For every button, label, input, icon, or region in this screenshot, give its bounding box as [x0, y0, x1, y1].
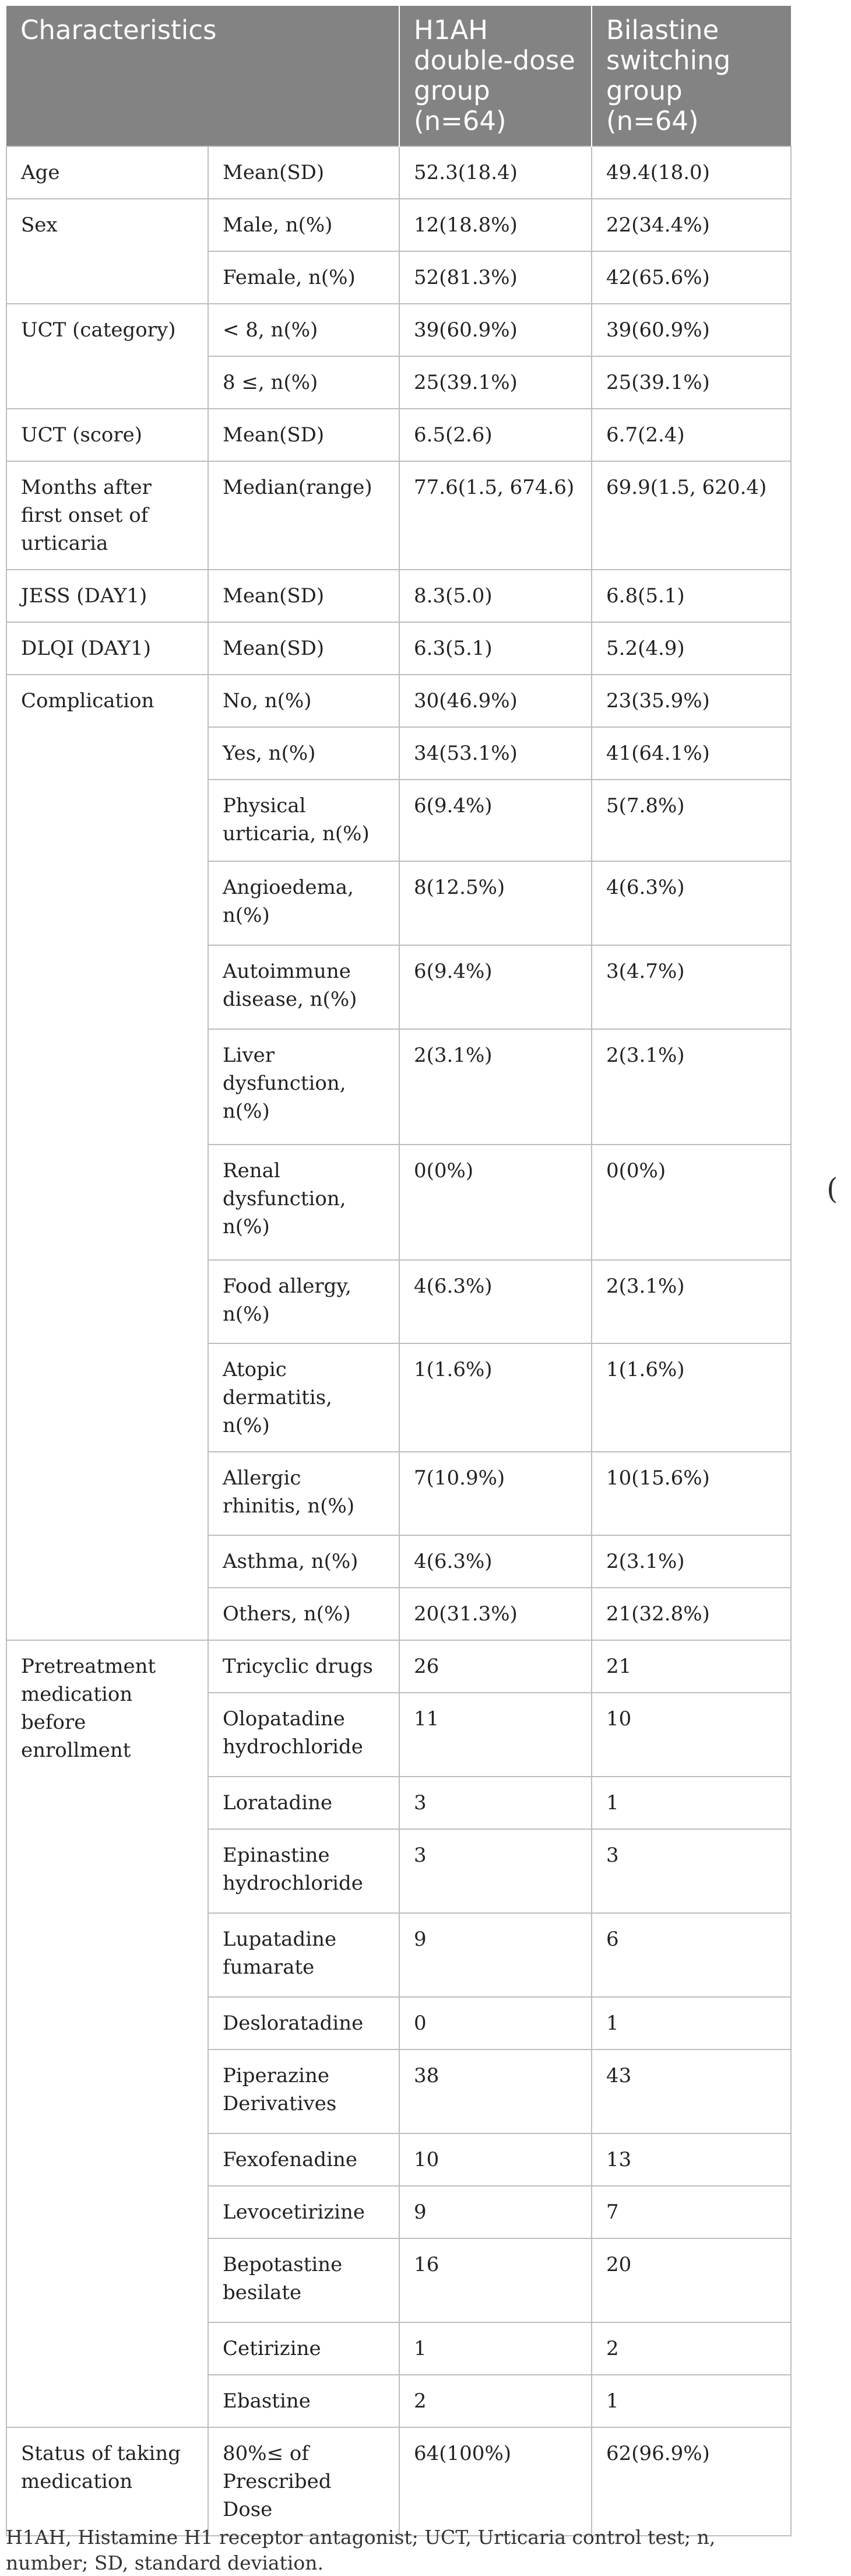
- table-row: [6, 2427, 791, 2536]
- bilastine-value-cell: 7: [592, 2186, 791, 2238]
- h1ah-value-cell: 3: [399, 1777, 592, 1829]
- subcategory-cell: Lupatadine fumarate: [208, 1913, 399, 1997]
- subcategory-cell: Physical urticaria, n(%): [208, 780, 399, 861]
- h1ah-value-cell: 6.5(2.6): [399, 409, 592, 461]
- subcategory-cell: Atopic dermatitis, n(%): [208, 1343, 399, 1452]
- h1ah-value-cell: 52.3(18.4): [399, 146, 592, 199]
- subcategory-cell: Allergic rhinitis, n(%): [208, 1452, 399, 1535]
- category-cell: Sex: [6, 199, 208, 304]
- bilastine-value-cell: 42(65.6%): [592, 251, 791, 304]
- bilastine-value-cell: 25(39.1%): [592, 356, 791, 409]
- subcategory-cell: Ebastine: [208, 2375, 399, 2427]
- category-cell: Pretreatment medication before enrollment: [6, 1640, 208, 2427]
- h1ah-value-cell: 4(6.3%): [399, 1535, 592, 1588]
- h1ah-value-cell: 4(6.3%): [399, 1260, 592, 1343]
- subcategory-cell: Liver dysfunction, n(%): [208, 1029, 399, 1145]
- bilastine-value-cell: 43: [592, 2049, 791, 2133]
- bilastine-value-cell: 20: [592, 2238, 791, 2322]
- table-footnote: H1AH, Histamine H1 receptor antagonist; UCT, Urticaria control test; n, number; SD, standard deviation.: [6, 2526, 716, 2574]
- header-h1ah-group: H1AH double-dose group (n=64): [399, 6, 592, 146]
- bilastine-value-cell: 3: [592, 1829, 791, 1913]
- h1ah-value-cell: 1(1.6%): [399, 1343, 592, 1452]
- category-cell: Age: [6, 146, 208, 199]
- h1ah-value-cell: 64(100%): [399, 2427, 592, 2536]
- h1ah-value-cell: 11: [399, 1693, 592, 1777]
- h1ah-value-cell: 8(12.5%): [399, 861, 592, 945]
- table-row: [6, 675, 791, 727]
- table-row: [6, 1640, 791, 1693]
- bilastine-value-cell: 13: [592, 2133, 791, 2186]
- bilastine-value-cell: 6.8(5.1): [592, 570, 791, 622]
- bilastine-value-cell: 21(32.8%): [592, 1588, 791, 1640]
- category-cell: JESS (DAY1): [6, 570, 208, 622]
- table-row: [6, 199, 791, 251]
- table-body: [6, 146, 791, 2536]
- subcategory-cell: Loratadine: [208, 1777, 399, 1829]
- h1ah-value-cell: 34(53.1%): [399, 727, 592, 780]
- h1ah-value-cell: 6(9.4%): [399, 780, 592, 861]
- h1ah-value-cell: 25(39.1%): [399, 356, 592, 409]
- bilastine-value-cell: 0(0%): [592, 1145, 791, 1260]
- bilastine-value-cell: 10: [592, 1693, 791, 1777]
- bilastine-value-cell: 21: [592, 1640, 791, 1693]
- bilastine-value-cell: 2(3.1%): [592, 1535, 791, 1588]
- subcategory-cell: Desloratadine: [208, 1997, 399, 2049]
- bilastine-value-cell: 39(60.9%): [592, 304, 791, 356]
- h1ah-value-cell: 9: [399, 2186, 592, 2238]
- table-row: [6, 146, 791, 199]
- margin-mark: (: [827, 1172, 838, 1206]
- h1ah-value-cell: 26: [399, 1640, 592, 1693]
- header-characteristics: Characteristics: [6, 6, 399, 146]
- bilastine-value-cell: 41(64.1%): [592, 727, 791, 780]
- h1ah-value-cell: 77.6(1.5, 674.6): [399, 461, 592, 570]
- h1ah-value-cell: 12(18.8%): [399, 199, 592, 251]
- subcategory-cell: Autoimmune disease, n(%): [208, 945, 399, 1029]
- h1ah-value-cell: 6.3(5.1): [399, 622, 592, 675]
- table-row: [6, 304, 791, 356]
- h1ah-value-cell: 6(9.4%): [399, 945, 592, 1029]
- bilastine-value-cell: 6.7(2.4): [592, 409, 791, 461]
- h1ah-value-cell: 0: [399, 1997, 592, 2049]
- bilastine-value-cell: 6: [592, 1913, 791, 1997]
- h1ah-value-cell: 38: [399, 2049, 592, 2133]
- table-row: [6, 622, 791, 675]
- bilastine-value-cell: 62(96.9%): [592, 2427, 791, 2536]
- bilastine-value-cell: 22(34.4%): [592, 199, 791, 251]
- bilastine-value-cell: 2(3.1%): [592, 1260, 791, 1343]
- bilastine-value-cell: 5.2(4.9): [592, 622, 791, 675]
- header-bilastine-group: Bilastine switching group (n=64): [592, 6, 791, 146]
- subcategory-cell: Male, n(%): [208, 199, 399, 251]
- h1ah-value-cell: 10: [399, 2133, 592, 2186]
- h1ah-value-cell: 16: [399, 2238, 592, 2322]
- subcategory-cell: Olopatadine hydrochloride: [208, 1693, 399, 1777]
- category-cell: DLQI (DAY1): [6, 622, 208, 675]
- h1ah-value-cell: 3: [399, 1829, 592, 1913]
- subcategory-cell: Levocetirizine: [208, 2186, 399, 2238]
- subcategory-cell: Bepotastine besilate: [208, 2238, 399, 2322]
- subcategory-cell: Asthma, n(%): [208, 1535, 399, 1588]
- h1ah-value-cell: 20(31.3%): [399, 1588, 592, 1640]
- h1ah-value-cell: 2(3.1%): [399, 1029, 592, 1145]
- bilastine-value-cell: 4(6.3%): [592, 861, 791, 945]
- bilastine-value-cell: 23(35.9%): [592, 675, 791, 727]
- subcategory-cell: Mean(SD): [208, 622, 399, 675]
- subcategory-cell: Renal dysfunction, n(%): [208, 1145, 399, 1260]
- bilastine-value-cell: 1: [592, 1777, 791, 1829]
- header-row: [6, 6, 791, 146]
- table-row: [6, 461, 791, 570]
- subcategory-cell: Cetirizine: [208, 2322, 399, 2375]
- bilastine-value-cell: 10(15.6%): [592, 1452, 791, 1535]
- h1ah-value-cell: 2: [399, 2375, 592, 2427]
- category-cell: Status of taking medication: [6, 2427, 208, 2536]
- subcategory-cell: 8 ≤, n(%): [208, 356, 399, 409]
- table-row: [6, 570, 791, 622]
- subcategory-cell: Piperazine Derivatives: [208, 2049, 399, 2133]
- bilastine-value-cell: 3(4.7%): [592, 945, 791, 1029]
- category-cell: UCT (category): [6, 304, 208, 409]
- subcategory-cell: Angioedema, n(%): [208, 861, 399, 945]
- h1ah-value-cell: 0(0%): [399, 1145, 592, 1260]
- subcategory-cell: Tricyclic drugs: [208, 1640, 399, 1693]
- bilastine-value-cell: 2: [592, 2322, 791, 2375]
- subcategory-cell: Median(range): [208, 461, 399, 570]
- subcategory-cell: Mean(SD): [208, 409, 399, 461]
- h1ah-value-cell: 39(60.9%): [399, 304, 592, 356]
- bilastine-value-cell: 1: [592, 1997, 791, 2049]
- bilastine-value-cell: 5(7.8%): [592, 780, 791, 861]
- category-cell: UCT (score): [6, 409, 208, 461]
- category-cell: Complication: [6, 675, 208, 1640]
- h1ah-value-cell: 9: [399, 1913, 592, 1997]
- bilastine-value-cell: 69.9(1.5, 620.4): [592, 461, 791, 570]
- subcategory-cell: Mean(SD): [208, 570, 399, 622]
- h1ah-value-cell: 1: [399, 2322, 592, 2375]
- h1ah-value-cell: 52(81.3%): [399, 251, 592, 304]
- bilastine-value-cell: 2(3.1%): [592, 1029, 791, 1145]
- subcategory-cell: Female, n(%): [208, 251, 399, 304]
- h1ah-value-cell: 30(46.9%): [399, 675, 592, 727]
- subcategory-cell: Food allergy, n(%): [208, 1260, 399, 1343]
- bilastine-value-cell: 1: [592, 2375, 791, 2427]
- table-row: [6, 409, 791, 461]
- baseline-characteristics-table: [6, 6, 792, 2536]
- subcategory-cell: Mean(SD): [208, 146, 399, 199]
- subcategory-cell: Yes, n(%): [208, 727, 399, 780]
- bilastine-value-cell: 49.4(18.0): [592, 146, 791, 199]
- h1ah-value-cell: 7(10.9%): [399, 1452, 592, 1535]
- subcategory-cell: 80%≤ of Prescribed Dose: [208, 2427, 399, 2536]
- category-cell: Months after first onset of urticaria: [6, 461, 208, 570]
- subcategory-cell: < 8, n(%): [208, 304, 399, 356]
- subcategory-cell: Others, n(%): [208, 1588, 399, 1640]
- subcategory-cell: No, n(%): [208, 675, 399, 727]
- bilastine-value-cell: 1(1.6%): [592, 1343, 791, 1452]
- table-container: [6, 6, 790, 2536]
- table-header: [6, 6, 791, 146]
- subcategory-cell: Epinastine hydrochloride: [208, 1829, 399, 1913]
- subcategory-cell: Fexofenadine: [208, 2133, 399, 2186]
- h1ah-value-cell: 8.3(5.0): [399, 570, 592, 622]
